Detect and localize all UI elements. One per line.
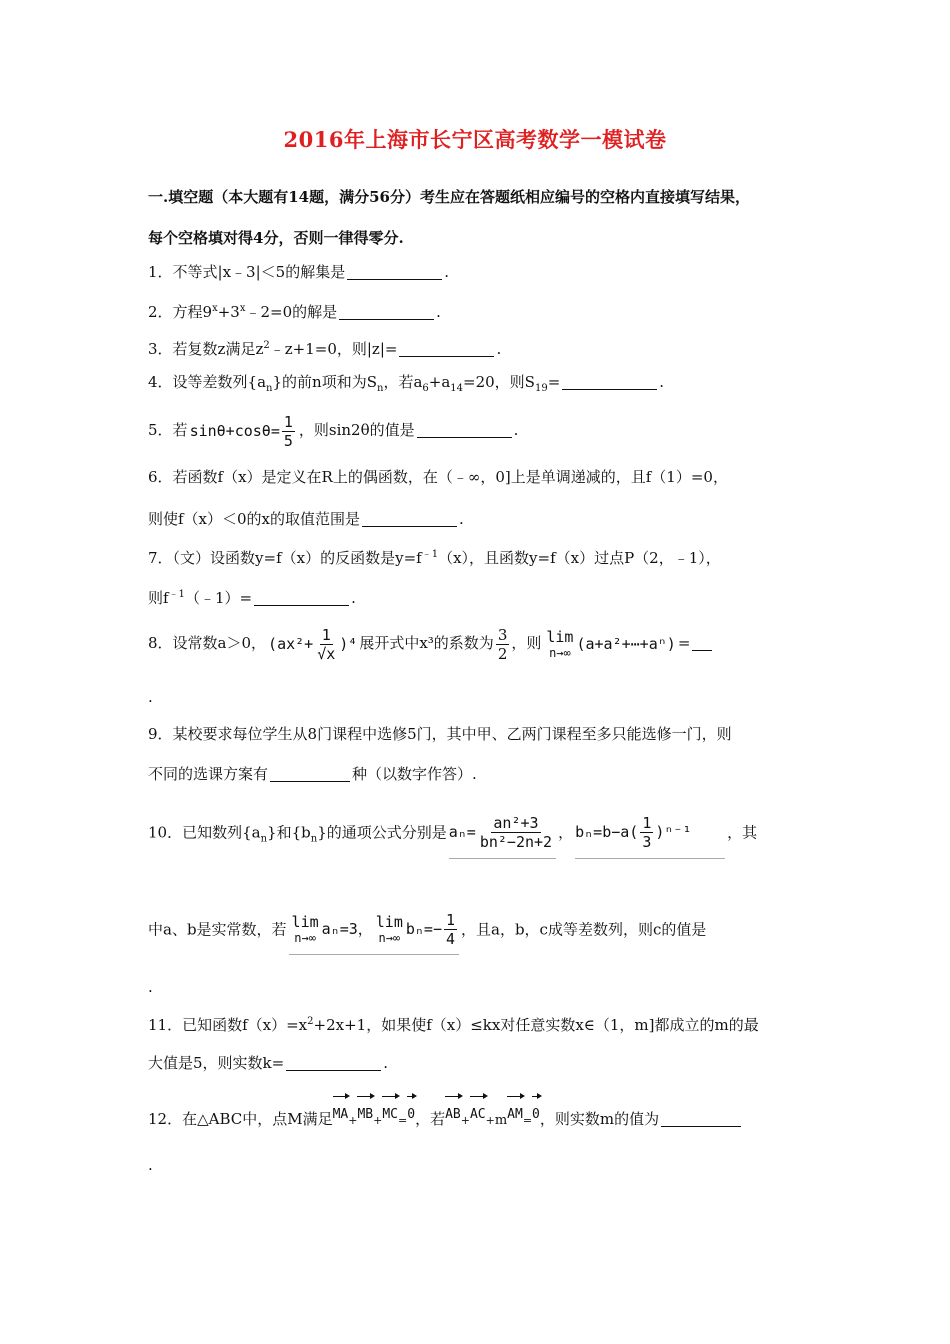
q1-answer-blank[interactable] (347, 263, 442, 280)
question-7-line1 (148, 545, 813, 568)
q10-lim1-word: lim (291, 912, 319, 931)
question-9-line1 (148, 724, 813, 744)
q5-frac-num: 1 (283, 412, 293, 431)
q10-end: . (148, 978, 153, 996)
q8-pre: 设常数a＞0， (172, 634, 267, 652)
q11-end: . (383, 1054, 388, 1072)
q8-limit-formula (543, 625, 675, 663)
q2-answer-blank[interactable] (339, 303, 434, 320)
q4-pre: 设等差数列{a (172, 373, 267, 391)
q10-lim2-expr: bₙ=− (405, 920, 442, 938)
q7-answer-blank[interactable] (254, 589, 349, 606)
question-10-line2 (148, 906, 813, 955)
q8-lim-sub: n→∞ (549, 645, 571, 660)
q2-pre: 方程9 (172, 303, 213, 321)
q3-number: 3． (148, 340, 173, 358)
section-heading-line1: 一.填空题（本大题有14题，满分56分）考生应在答题纸相应编号的空格内直接填写结果， (148, 188, 750, 206)
q10-lim1-expr: aₙ=3， (321, 920, 373, 938)
q10-mid1: }和{b (267, 823, 311, 842)
q1-end: . (444, 263, 449, 281)
question-4 (148, 372, 813, 399)
q3-pre: 若复数z满足z (172, 340, 264, 358)
q7-line1b: （x），且函数y=f（x）过点P（2，﹣1）， (438, 549, 721, 567)
q10-line2b: ，且a，b，c成等差数列，则c的值是 (461, 920, 707, 939)
q12-vector-am: AM (507, 1100, 523, 1130)
q8-end: . (148, 688, 153, 706)
question-1 (148, 262, 813, 282)
q12-vector-zero-2: 0 (532, 1100, 540, 1130)
question-12: 12．在△ABC中，点M满足MA+MB+MC=0，若AB+AC+mAM=0，则实数m的值为 (148, 1100, 813, 1136)
q5-pre: 若 (172, 421, 188, 439)
q10-bn-exp: )ⁿ⁻¹ (655, 823, 692, 841)
q5-post: ，则sin2θ的值是 (298, 421, 415, 439)
q2-sup2: x (239, 303, 246, 314)
question-7-line2 (148, 585, 813, 608)
q8-coef-fraction (496, 626, 510, 663)
q11-line1b: +2x+1，如果使f（x）≤kx对任意实数x∈（1，m]都成立的m的最 (313, 1016, 759, 1034)
q6-line1: 若函数f（x）是定义在R上的偶函数，在（﹣∞，0]上是单调递减的，且f（1）=0， (172, 468, 728, 486)
q8-answer-blank[interactable] (692, 634, 712, 651)
q2-end: . (436, 303, 441, 321)
q12-vector-ma: MA (333, 1100, 349, 1130)
q4-mid4: =20，则S (463, 373, 535, 391)
q5-answer-blank[interactable] (417, 421, 512, 438)
q8-mid2: ，则 (511, 634, 542, 652)
q12-m: m (494, 1113, 508, 1128)
q1-number: 1． (148, 263, 173, 281)
q3-sup: 2 (263, 340, 270, 351)
q10-bn-formula (575, 808, 725, 859)
q8-binomial-formula (268, 625, 357, 663)
q10-number: 10． (148, 823, 183, 842)
page-title: 2016年上海市长宁区高考数学一模试卷 (283, 127, 667, 152)
q8-post: = (677, 634, 691, 652)
q12-vector-zero: 0 (407, 1100, 415, 1130)
q5-end: . (513, 421, 519, 439)
question-10-line1: 10．已知数列$\{a_n\}$和$\{b_n\}$的通项公式分别是 aₙ= $\frac{\text{an²+3}}{\text{bn²−2n+2}}$ ， bₙ=b−a( $\frac{1}{3}$ )ⁿ⁻¹ ，其 (148, 808, 813, 864)
q10-bn-fraction (640, 814, 653, 851)
q10-lim2-word: lim (375, 912, 403, 931)
q5-number: 5． (148, 421, 173, 439)
question-6-line1 (148, 467, 813, 487)
question-6-line2 (148, 509, 813, 529)
q10-bn-lhs: bₙ=b−a( (575, 823, 639, 841)
question-11-line2 (148, 1053, 813, 1073)
q1-text: 不等式|x﹣3|＜5的解集是 (172, 263, 346, 281)
q4-mid3: +a (428, 373, 451, 391)
q10-lim2-num: 1 (445, 911, 456, 929)
q7-line2a: 则f (148, 589, 169, 607)
q10-limit-formulas (289, 906, 459, 955)
q4-end: . (659, 373, 665, 391)
q10-mid2: }的通项公式分别是 (317, 823, 447, 842)
q8-expr1b: )⁴ (339, 635, 358, 653)
q8-frac-num: 1 (321, 626, 331, 644)
q11-line2: 大值是5，则实数k= (148, 1054, 285, 1072)
q11-line1a: 已知函数f（x）=x (182, 1016, 308, 1034)
q12-end: . (148, 1156, 153, 1174)
q4-sub5: 19 (534, 383, 548, 394)
q4-post: = (547, 373, 561, 391)
q10-lim2-sub: n→∞ (378, 930, 401, 945)
q11-answer-blank[interactable] (286, 1054, 381, 1071)
q10-lim2-fraction (444, 911, 457, 948)
q9-line2b: 种（以数字作答）. (352, 765, 477, 783)
question-5 (148, 412, 813, 450)
q4-number: 4． (148, 373, 173, 391)
q12-post: ，则实数m的值为 (539, 1110, 660, 1128)
question-8 (148, 624, 813, 663)
q12-vector-mb: MB (357, 1100, 373, 1130)
q12-vector-ab: AB (445, 1100, 461, 1130)
q10-line2a: 中a、b是实常数，若 (148, 920, 287, 939)
q5-expr: sinθ+cosθ= (189, 421, 280, 440)
section-heading-line2: 每个空格填对得4分，否则一律得零分. (148, 229, 404, 247)
q9-line1: 某校要求每位学生从8门课程中选修5门，其中甲、乙两门课程至多只能选修一门，则 (172, 725, 732, 743)
q10-an-num: an²+3 (493, 814, 539, 832)
q4-sub4: 14 (450, 383, 464, 394)
q7-number: 7． (148, 549, 173, 567)
q12-vector-mc: MC (382, 1100, 398, 1130)
q7-line2-sup: ﹣1 (168, 589, 185, 600)
q2-number: 2． (148, 303, 173, 321)
q4-mid1: }的前n项和为S (272, 373, 377, 391)
q10-an-den: bn²−2n+2 (479, 833, 553, 851)
q2-post: ﹣2=0的解是 (245, 303, 338, 321)
q8-mid: 展开式中x³的系数为 (359, 634, 494, 652)
q5-frac-den: 5 (283, 431, 293, 450)
q10-an-lhs: aₙ= (448, 823, 476, 841)
q4-mid2: ，若a (383, 373, 423, 391)
q12-number: 12． (148, 1110, 183, 1128)
q10-post: ，其 (727, 823, 758, 842)
q10-lim1 (292, 914, 319, 946)
q8-frac-den: √x (317, 645, 336, 663)
q12-mid: ，若 (415, 1110, 446, 1128)
q10-bn-den: 3 (642, 833, 652, 851)
q6-number: 6． (148, 468, 173, 486)
q7-line1-sup: ﹣1 (421, 549, 439, 560)
question-3 (148, 336, 813, 359)
q2-sup1: x (212, 303, 218, 314)
q4-sub3: 6 (422, 383, 429, 394)
q9-answer-blank[interactable] (270, 765, 350, 782)
q6-end: . (459, 510, 464, 528)
q8-expr1: (ax²+ (268, 635, 314, 653)
q3-end: . (496, 340, 502, 358)
q10-lim2-den: 4 (445, 930, 456, 948)
q6-answer-blank[interactable] (362, 510, 457, 527)
question-2 (148, 299, 813, 322)
q10-sub2: n (310, 833, 318, 845)
q9-number: 9． (148, 725, 173, 743)
q7-line1a: （文）设函数y=f（x）的反函数是y=f (172, 549, 422, 567)
q10-an-formula (449, 808, 556, 859)
q5-formula (190, 413, 297, 450)
q8-lim (546, 629, 573, 661)
q7-line2b: （﹣1）= (184, 589, 253, 607)
q12-pre: 在△ABC中，点M满足 (182, 1110, 333, 1128)
q8-lim-word: lim (546, 627, 574, 646)
q12-answer-blank[interactable] (661, 1110, 741, 1127)
q10-lim2 (376, 914, 403, 946)
q10-bn-num: 1 (642, 814, 652, 832)
question-11-line1 (148, 1012, 813, 1035)
q8-coef-den: 2 (497, 644, 508, 663)
q9-line2a: 不同的选课方案有 (148, 765, 269, 783)
q7-end: . (351, 589, 356, 607)
q11-number: 11． (148, 1016, 183, 1034)
q6-line2: 则使f（x）＜0的x的取值范围是 (148, 510, 361, 528)
q10-lim1-sub: n→∞ (294, 930, 316, 945)
q5-fraction (282, 413, 295, 450)
question-9-line2 (148, 764, 813, 784)
q10-pre: 已知数列{a (182, 823, 261, 842)
q8-number: 8． (148, 634, 173, 652)
q10-sub1: n (260, 833, 268, 845)
q11-line1-sup: 2 (307, 1016, 314, 1027)
q10-an-fraction (478, 814, 554, 851)
q4-answer-blank[interactable] (562, 373, 657, 390)
q8-fraction (315, 626, 337, 663)
q2-mid: +3 (217, 303, 240, 321)
q3-post: ﹣z+1=0，则|z|= (269, 340, 398, 358)
q8-expr2: (a+a²+⋯+aⁿ) (576, 635, 676, 653)
q4-sub2: n (376, 383, 384, 394)
q4-sub1: n (266, 383, 273, 394)
q12-vector-ac: AC (470, 1100, 486, 1130)
q8-coef-num: 3 (497, 625, 508, 644)
q3-answer-blank[interactable] (399, 340, 494, 357)
